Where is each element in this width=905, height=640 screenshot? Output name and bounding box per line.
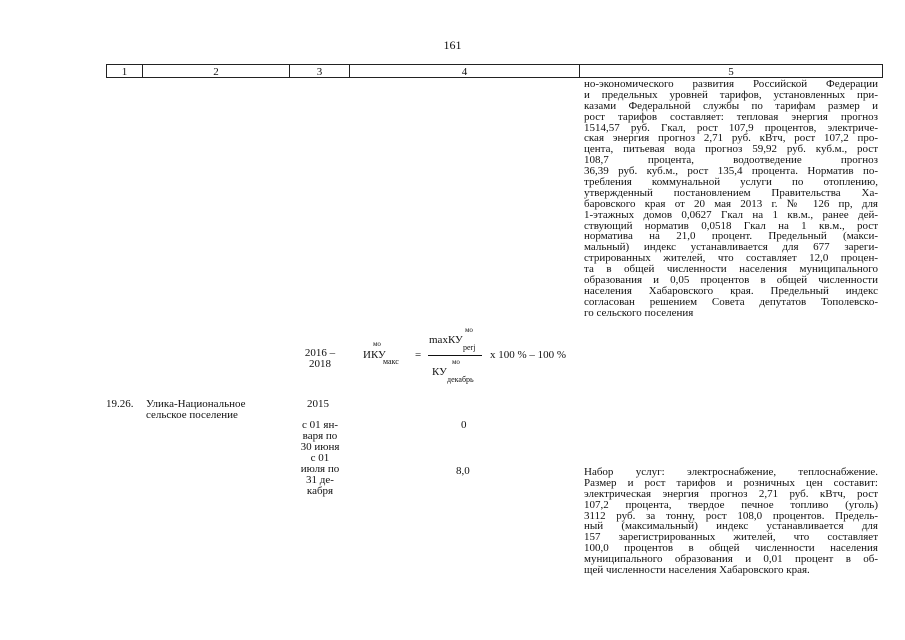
text-line: 3112 руб. за тонну, рост 108,0 процентов. Предель- [584,509,878,522]
index-value-first-half: 0 [461,419,467,431]
period-line: 30 июня [300,440,340,453]
formula-denominator: КУ [432,366,447,378]
formula-num-sup: мо [465,326,473,334]
text-line: 108,7 процента, водоотведение прогноз [584,154,878,167]
text-line: цента, питьевая вода прогноз 59,92 руб. куб.м., рост [584,143,878,156]
text-line: мальный) индекс устанавливается для 677 зареги- [584,241,878,254]
municipality-name [146,399,246,421]
period-line: варя по [302,429,338,442]
formula-den-sup: мо [452,358,460,366]
index-value-second-half: 8,0 [456,465,470,477]
text-line: Набор услуг: электроснабжение, теплоснабжение. [584,466,878,478]
fraction-bar [428,355,482,356]
text-line: муниципального образования и 0,01 процент в об- [584,553,878,566]
text-line: 1-этажных домов 0,0627 Гкал на 1 кв.м., ранее дей- [584,208,878,221]
formula-tail: x 100 % – 100 % [490,349,567,361]
header-col-2: 2 [142,64,289,78]
formula-lhs-sub: макс [383,357,399,366]
period-line: с 01 ян- [302,419,338,431]
period-line: 2016 – [304,347,336,359]
text-line: 107,2 процента, твердое печное топливо (уголь) [584,498,878,511]
text-line: ствующий норматив 0,0518 Гкал на 1 кв.м., рост [584,219,878,232]
row-number: 19.26. [106,398,134,410]
period-2016-2018 [296,348,344,370]
text-line: населения Хабаровского края. Предельный индекс [584,284,878,297]
text-line: го сельского поселения [584,306,694,319]
period-line: 2018 [309,357,331,370]
period-second-half [296,453,344,497]
text-line: требления коммунальной услуги по отоплению, [584,176,878,189]
formula-den-sub: декабрь [447,375,474,384]
year-2015: 2015 [307,398,329,410]
text-line: утвержденный постановлением Правительства Ха- [584,186,878,199]
text-line: электрическая энергия прогноз 2,71 руб. кВтч, рост [584,487,878,500]
text-line: баровского края от 20 мая 2013 г. № 126 пр, для [584,197,878,210]
description-top [584,79,878,319]
period-line: с 01 [310,452,330,464]
text-line: рост тарифов составляет: тепловая энергия прогноз [584,110,878,123]
text-line: 1514,57 руб. Гкал, рост 107,9 процентов, электриче- [584,121,878,134]
formula-lhs-sup: мо [373,340,381,348]
text-line: 36,39 руб. куб.м., рост 135,4 процента. Норматив по- [584,165,878,178]
text-line: согласован решением Совета депутатов Тополевско- [584,295,878,308]
page-number: 161 [443,38,462,52]
period-line: кабря [306,484,334,497]
municipality-line: Улика-Национальное [146,398,246,410]
header-col-4: 4 [349,64,579,78]
formula-lhs: ИКУ [363,349,386,361]
text-line: та в общей численности населения муниципального [584,263,878,276]
text-line: 157 зарегистрированных жителей, что составляет [584,531,878,544]
description-bottom [584,467,878,576]
text-line: ный (максимальный) индекс устанавливается для [584,520,878,533]
header-col-1: 1 [106,64,142,78]
text-line: но-экономического развития Российской Федерации [584,78,878,90]
period-line: 31 де- [306,473,334,486]
header-col-5: 5 [579,64,883,78]
text-line: стрированных жителей, что составляет 12,0 процен- [584,252,878,265]
text-line: и предельных уровней тарифов, установленных при- [584,88,878,101]
text-line: щей численности населения Хабаровского края. [584,564,810,577]
formula-num-sub: perj [463,343,476,352]
header-col-3: 3 [289,64,349,78]
formula-eq: = [415,349,422,361]
text-line: казами Федеральной службы по тарифам размер и [584,99,878,112]
period-line: июля по [300,462,340,475]
text-line: норматива на 21,0 процент. Предельный (макси- [584,230,878,243]
text-line: Размер и рост тарифов и розничных цен составит: [584,476,878,489]
municipality-line: сельское поселение [146,408,238,421]
text-line: образования и 0,05 процентов в общей численности [584,274,878,287]
period-first-half [296,420,344,453]
text-line: ская энергия прогноз 2,71 руб. кВтч, рост 107,2 про- [584,132,878,145]
text-line: 100,0 процентов в общей численности населения [584,542,878,555]
formula-numerator: maxКУ [429,334,463,346]
